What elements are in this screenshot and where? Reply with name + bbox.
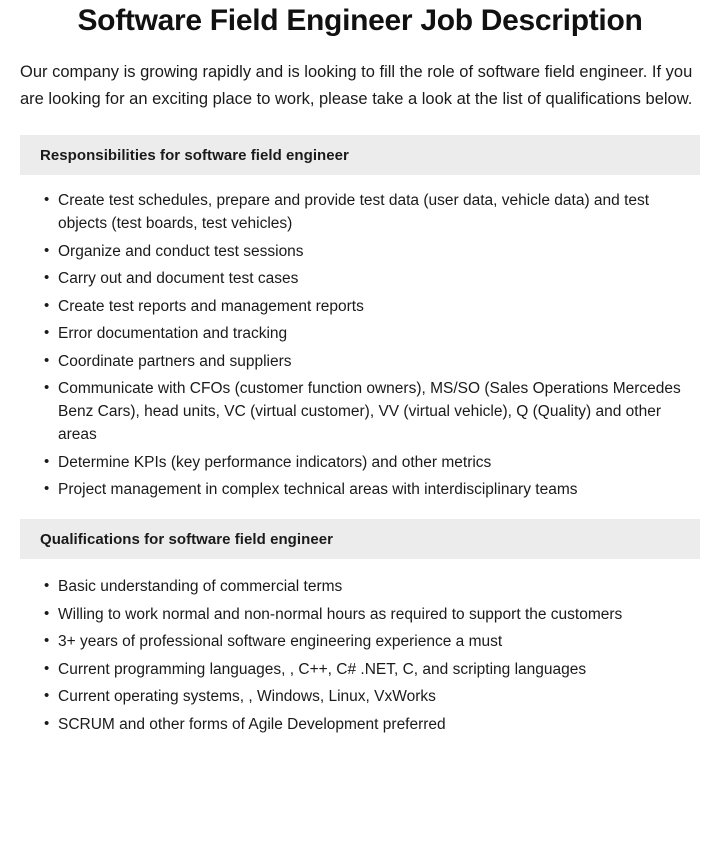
responsibilities-list (20, 189, 700, 501)
list-item: • Organize and conduct test sessions (20, 240, 700, 263)
intro-paragraph: Our company is growing rapidly and is looking to fill the role of software field engineer. If you are looking for an exciting place to work, please take a look at the list of qualifications below. (20, 63, 693, 108)
list-item: • Create test schedules, prepare and provide test data (user data, vehicle data) and test objects (test boards, test vehicles) (20, 189, 700, 235)
list-item: • Project management in complex technical areas with interdisciplinary teams (20, 478, 700, 501)
list-item: • Basic understanding of commercial terms (20, 575, 700, 598)
list-item: • Create test reports and management reports (20, 295, 700, 318)
list-item: • Carry out and document test cases (20, 267, 700, 290)
page-title: Software Field Engineer Job Description (77, 4, 643, 37)
list-item: • SCRUM and other forms of Agile Development preferred (20, 713, 700, 736)
list-item: • Communicate with CFOs (customer function owners), MS/SO (Sales Operations Mercedes Benz Cars), head units, VC (virtual customer), VV (virtual vehicle), Q (Quality) and other areas (20, 377, 700, 446)
list-item: • Determine KPIs (key performance indicators) and other metrics (20, 451, 700, 474)
list-item: • Coordinate partners and suppliers (20, 350, 700, 373)
qualifications-list (20, 575, 700, 736)
list-item: • 3+ years of professional software engineering experience a must (20, 630, 700, 653)
section-heading-label: Qualifications for software field engineer (40, 530, 333, 548)
job-description-page (0, 2, 720, 843)
section-header-qualifications (20, 519, 700, 559)
section-header-responsibilities (20, 135, 700, 175)
list-item: • Willing to work normal and non-normal hours as required to support the customers (20, 603, 700, 626)
list-item: • Error documentation and tracking (20, 322, 700, 345)
list-item: • Current programming languages, , C++, C# .NET, C, and scripting languages (20, 658, 700, 681)
section-heading-label: Responsibilities for software field engineer (40, 146, 349, 164)
list-item: • Current operating systems, , Windows, Linux, VxWorks (20, 685, 700, 708)
